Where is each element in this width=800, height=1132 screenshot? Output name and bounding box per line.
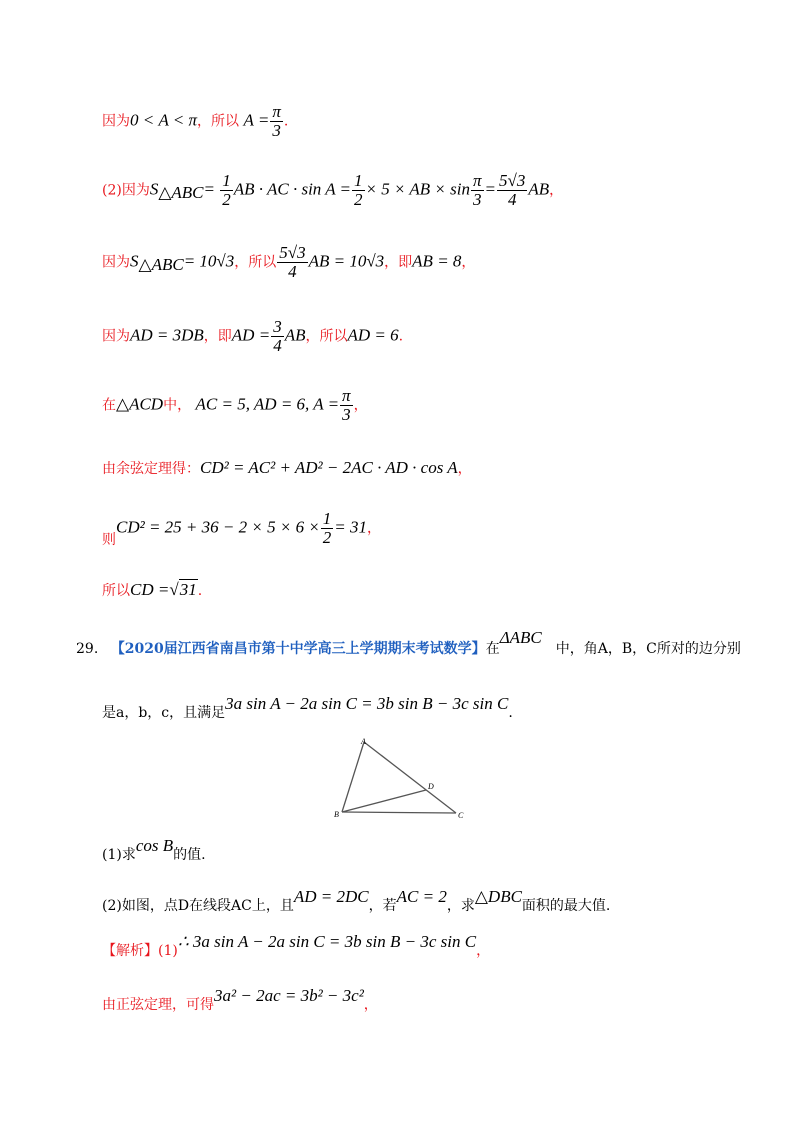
side-ab [342, 742, 364, 812]
side-bc [342, 812, 456, 813]
solution-sine-law: 由正弦定理，可得3a² − 2ac = 3b² − 3c²， [102, 986, 378, 1013]
line-area-value: 因为$S_{\triangle ABC}= 10√3$，所以 $\frac{5√3}{4}$ AB = 10√3，即AB = 8， [102, 243, 476, 281]
segment-bd [342, 790, 426, 812]
vertex-b-label: B [334, 810, 339, 819]
line-cosine-law: 由余弦定理得：CD² = AC² + AD² − 2AC · AD · cos A， [102, 458, 472, 477]
question-part-2: (2)如图，点D在线段AC上，且AD = 2DC，若AC = 2，求△DBC面积的最大值. [102, 887, 611, 914]
sqrt-sign: √ [169, 580, 179, 599]
line-area-formula: (2)因为$S_{\triangle ABC}=$ $\frac{1}{2}$ AB · AC · sin A = $\frac{1}{2}$ × 5 × AB × sin $\frac{\pi}{3}$ = $\frac{5√3}{4}$ AB， [102, 171, 564, 209]
fraction: $\frac{\pi}{3}$ [473, 171, 482, 209]
line-ad-length: 因为AD = 3DB，即AD = $\frac{3}{4}$ AB，所以AD = 6. [102, 317, 404, 355]
point-d-label: D [428, 782, 434, 791]
fraction: $\frac{5√3}{4}$ [499, 171, 526, 209]
fraction: $\frac{\pi}{3}$ [272, 102, 281, 140]
vertex-c-label: C [458, 811, 464, 820]
fraction: $\frac{5√3}{4}$ [279, 243, 306, 281]
line-cd-squared: 则CD² = 25 + 36 − 2 × 5 × 6 × $\frac{1}{2}$ = 31， [102, 509, 382, 549]
question-29-condition: 是a，b，c，且满足3a sin A − 2a sin C = 3b sin B − 3c sin C. [102, 694, 513, 721]
triangle-figure [330, 738, 478, 822]
vertex-a-label: A [361, 738, 366, 746]
line-cd-result: 所以CD =√31. [102, 580, 203, 599]
fraction: $\frac{3}{4}$ [273, 317, 282, 355]
fraction: $\frac{1}{2}$ [354, 171, 363, 209]
line-angle-range: 因为0 < A < π，所以 A = $\frac{\pi}{3}$ . [102, 102, 289, 140]
question-part-1: (1)求cos B的值. [102, 836, 206, 863]
line-triangle-acd: 在△ACD中， AC = 5, AD = 6, A = $\frac{\pi}{3}$ ， [102, 386, 368, 424]
fraction: $\frac{1}{2}$ [222, 171, 231, 209]
fraction: $\frac{\pi}{3}$ [342, 386, 351, 424]
question-29-header: 29. 【2020届江西省南昌市第十中学高三上学期期末考试数学】在ΔABC中，角A，B，C所对的边分别 [76, 628, 741, 657]
fraction: $\frac{1}{2}$ [322, 509, 332, 547]
solution-start: 【解析】(1)∴ 3a sin A − 2a sin C = 3b sin B − 3c sin C， [102, 932, 491, 959]
